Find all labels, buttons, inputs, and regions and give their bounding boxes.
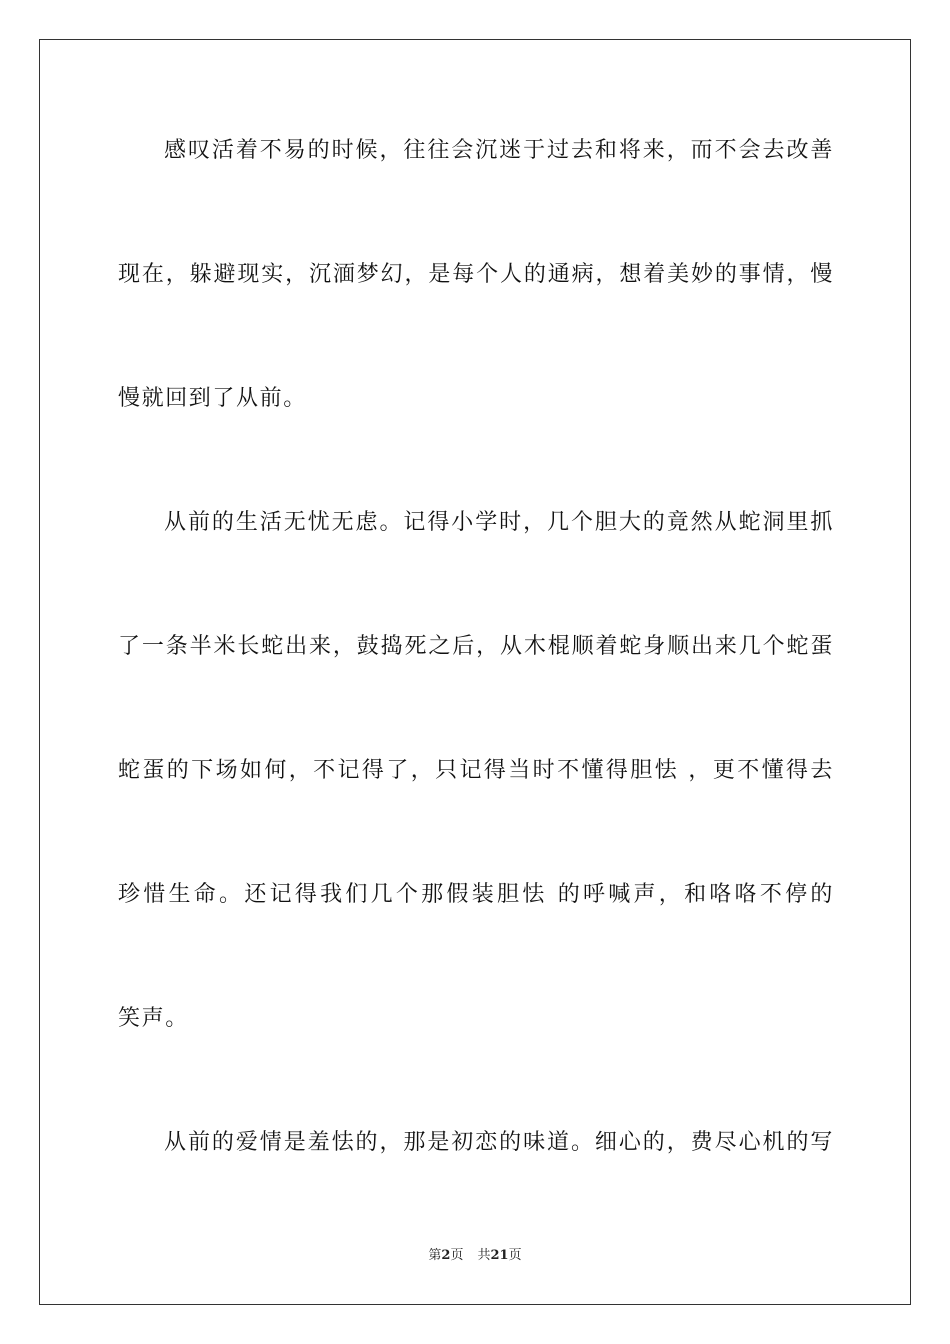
paragraph-2-line-3: 蛇蛋的下场如何，不记得了，只记得当时不懂得胆怯 ，更不懂得去 <box>118 758 834 783</box>
paragraph-1-line-1: 感叹活着不易的时候，往往会沉迷于过去和将来，而不会去改善 <box>164 138 834 163</box>
total-suffix: 页 <box>508 1248 522 1263</box>
paragraph-2-line-4: 珍惜生命。还记得我们几个那假装胆怯 的呼喊声，和咯咯不停的 <box>118 882 834 907</box>
paragraph-2-line-1: 从前的生活无忧无虑。记得小学时，几个胆大的竟然从蛇洞里抓 <box>164 510 834 535</box>
total-pages: 21 <box>490 1248 509 1263</box>
page-border <box>39 39 911 1305</box>
paragraph-1-line-3: 慢就回到了从前。 <box>118 386 307 411</box>
page-number: 2 <box>441 1248 451 1263</box>
page-suffix: 页 <box>450 1248 464 1263</box>
page-footer <box>0 1247 950 1265</box>
total-prefix: 共 <box>477 1248 491 1263</box>
paragraph-3-line-1: 从前的爱情是羞怯的，那是初恋的味道。细心的，费尽心机的写 <box>164 1130 834 1155</box>
page-prefix: 第 <box>428 1248 442 1263</box>
paragraph-2-line-5: 笑声。 <box>118 1006 189 1031</box>
paragraph-1-line-2: 现在，躲避现实，沉湎梦幻，是每个人的通病，想着美妙的事情，慢 <box>118 262 834 287</box>
paragraph-2-line-2: 了一条半米长蛇出来，鼓捣死之后，从木棍顺着蛇身顺出来几个蛇蛋 <box>118 634 834 659</box>
